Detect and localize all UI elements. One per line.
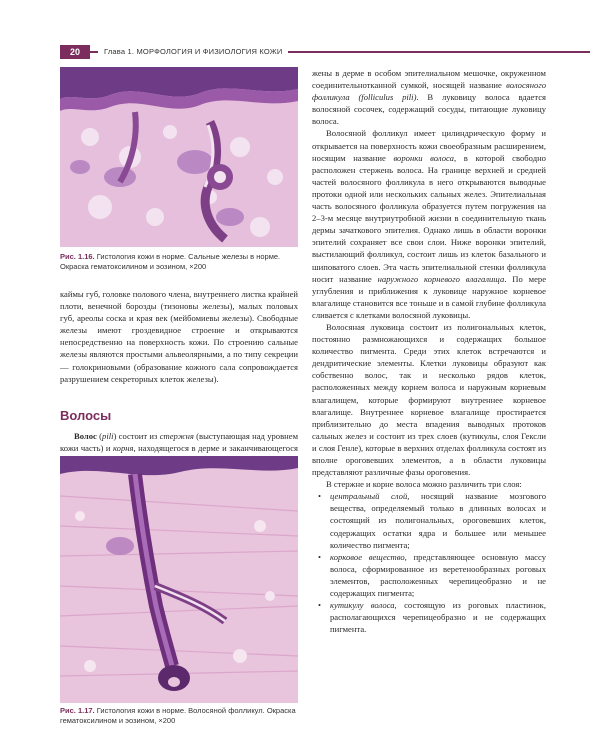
page-header: [0, 45, 600, 59]
left-paragraph-1: каймы губ, головке полового члена, внутреннего листка крайней плоти, венечной борозды (тизоновы железы), малых половых губ, ареолы соска и края век (мейбомиевы железы). Свободные железы имеют гроздевидное строение и открываются непосредственно на поверхность кожи. По строению сальные железы являются простыми альвеолярными, а по типу секреции — голокриновыми (образование кожного сала сопровождается разрушением секреторных клеток железы).: [60, 289, 298, 384]
text-run: (выступающая над уровнем кожи часть) и: [60, 431, 299, 454]
text-run: ) состоит из: [113, 431, 160, 441]
list-text: , носящий название мозгового вещества, определяемый только в длинных волосах и состоящий из полигональных, ороговевших клеток, содержащих остатки ядра и большее или меньшее количество пигмента;: [330, 491, 546, 550]
figure-1-caption-text: Гистология кожи в норме. Сальные железы в норме. Окраска гематоксилином и эозином, ×200: [60, 252, 281, 271]
text-run: (: [96, 431, 103, 441]
right-paragraph-3: Волосяная луковица состоит из полигональных клеток, постоянно размножающихся и содержащих большое количество пигмента. Среди этих клеток встречаются и дендритические элементы. Клетки луковицы образуют как собственно волос, так и несколько рядов клеток, расположенных между корнем волоса и наружным корневым влагалищем, которые формируют внутреннее корневое влагалище. Внутреннее корневое влагалище простирается приблизительно до места впадения выводных протоков сальных желез и состоит из трех слоев (кутикулы, слоя Гексли и слоя Генле), которые в верхних отделах фолликула состоят из вполне ороговевших элементов, а в области луковицы представляют различные фазы ороговения.: [312, 321, 546, 478]
chapter-title: Глава 1. МОРФОЛОГИЯ И ФИЗИОЛОГИЯ КОЖИ: [98, 45, 288, 59]
figure-2-label: Рис. 1.17.: [60, 706, 95, 715]
figure-sebaceous-glands: [60, 67, 298, 247]
figure-1-label: Рис. 1.16.: [60, 252, 95, 261]
term-root: корня: [112, 443, 134, 454]
right-column: [312, 67, 546, 635]
bullet: •: [318, 551, 322, 562]
text-run: , находящегося в дерме и заканчивающегося: [133, 443, 299, 454]
right-paragraph-4: В стержне и корне волоса можно различить три слоя:: [326, 479, 522, 490]
right-paragraph-1: [312, 67, 546, 127]
term-outer-root-sheath: наружного корневого влагалища: [377, 273, 505, 284]
list-term: центральный слой: [330, 491, 408, 502]
list-text: , состоящую из роговых пластинок, располагающихся черепицеобразно и не содержащих пигмента.: [330, 600, 546, 635]
list-item: [312, 490, 546, 550]
term-shaft: стержня: [159, 431, 194, 441]
text-run: жены в дерме в особом эпителиальном мешочке, окруженном соединительнотканной сумкой, носящей название: [312, 68, 546, 91]
figure-1-caption: [60, 252, 300, 272]
figure-hair-follicle: [60, 456, 298, 703]
left-column: [60, 288, 298, 385]
list-text: , представляющее основную массу волоса, сформированное из веретенообразных роговых элементов, расположенных черепицеобразно и не содержащих пигмента;: [330, 551, 546, 599]
text-run: Волосяной фолликул имеет цилиндрическую форму и открывается на поверхность кожи своеобразным расширением, носящим название: [312, 128, 546, 163]
page-number: 20: [60, 45, 90, 59]
text-run: . По мере углубления и приближения к луковице наружное корневое влагалище становится все тоньше и в самой глубине фолликула сливается с клетками волосяной луковицы.: [312, 273, 547, 320]
term-funnel: воронки волоса: [393, 152, 454, 163]
list-term: корковое вещество: [330, 551, 405, 562]
bullet: •: [318, 491, 322, 502]
term-follicle: волосяного фолликула (folliculus pili): [312, 80, 546, 103]
text-run: , в которой свободно расположен стержень волоса. На границе верхней и средней частей волосяного фолликула в него открываются выводные протоки одной или нескольких сальных желез. Эпителиальная часть волосяного фолликула образуется путем погружения на 2–3-м месяце внутриутробной жизни в соединительную ткань дермы зачаткового эпителия. Однако лишь в области воронки эпителий сохраняет все свои слои. Ниже воронки эпителий, выстилающий фолликул, состоит лишь из клеток базального и шиповатого слоев. Эта часть эпителиальной стенки фолликула носит название: [312, 152, 546, 284]
term-hair: Волос: [74, 431, 97, 441]
figure-2-caption-text: Гистология кожи в норме. Волосяной фолликул. Окраска гематоксилином и эозином, ×200: [60, 706, 296, 725]
hair-layers-list: [312, 490, 546, 635]
text-run: . В луковицу волоса вдается волосяной сосочек, содержащий сосуды, питающие луковицу волоса.: [312, 92, 546, 127]
bullet: •: [318, 600, 322, 611]
right-paragraph-2: [312, 127, 546, 321]
list-item: [312, 551, 546, 599]
figure-2-caption: [60, 706, 300, 726]
section-title-hair: Волосы: [60, 408, 112, 423]
term-pili: pili: [102, 431, 114, 441]
list-term: кутикулу волоса: [330, 600, 395, 611]
list-item: [312, 599, 546, 635]
